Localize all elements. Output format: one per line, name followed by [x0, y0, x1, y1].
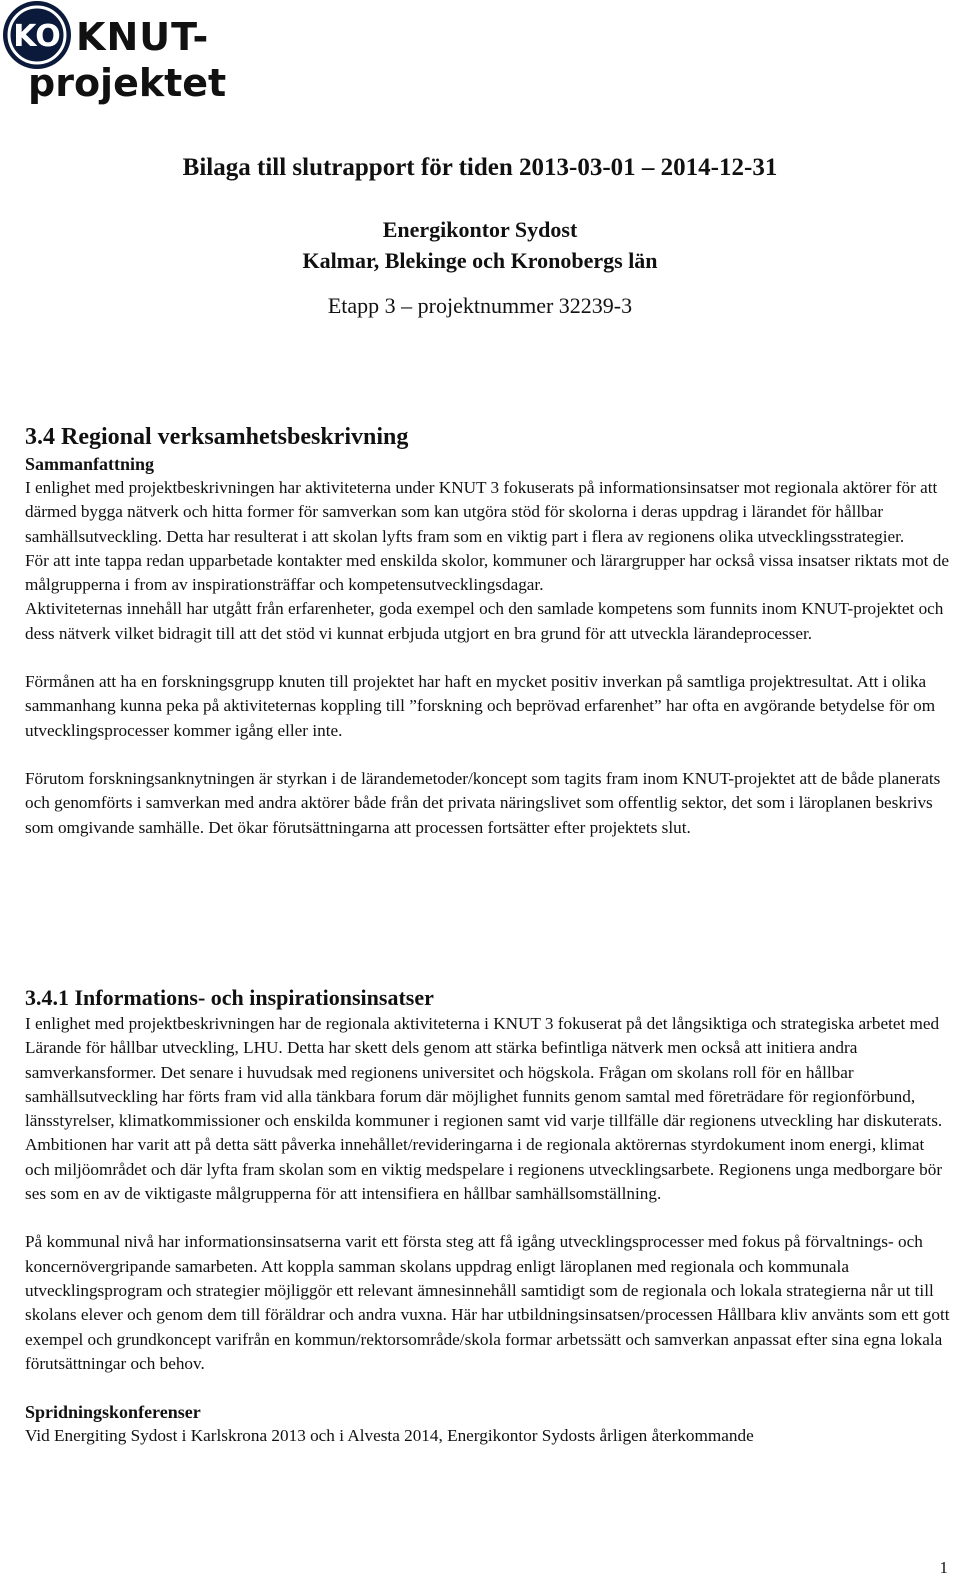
regional-section [25, 422, 950, 840]
summary-paragraph-1: I enlighet med projektbeskrivningen har aktiviteterna under KNUT 3 fokuserats på informationsinsatser mot regionala aktörer för att därmed bygga nätverk och hitta former för samverkan som kan utgöra stöd för skolorna i deras uppdrag i lärandet för hållbar samhällsutveckling. Detta har resulterat i att skolan lyfts fram som en viktig part i flera av regionens olika utvecklingsstrategier. [25, 478, 938, 546]
ko-badge-icon [2, 0, 72, 70]
report-title: Bilaga till slutrapport för tiden 2013-03-01 – 2014-12-31 [182, 154, 778, 181]
summary-paragraph-2: För att inte tappa redan upparbetade kontakter med enskilda skolor, kommuner och lärargrupper har också vissa insatser riktats mot de målgrupperna i from av inspirationsträffar och kompetensutvecklingsdagar. [25, 550, 949, 595]
badge-text: KO [13, 19, 61, 54]
logo-knut-text: KNUT- [76, 15, 210, 59]
subsection-paragraph-1: I enlighet med projektbeskrivningen har de regionala aktiviteterna i KNUT 3 fokuserat på det långsiktiga och strategiska arbetet med Lärande för hållbar utveckling, LHU. Detta har skett dels genom att stärka befintliga nätverk men också att initiera andra samverkansformer. Det senare i huvudsak med regionens universitet och högskola. Frågan om skolans roll för en hållbar samhällsutveckling har förts fram vid alla tänkbara forum där möjlighet funnits genom samtal med företrädare för regionförbund, länsstyrelser, klimatkommissioner och enskilda kommuner i regionen samt vid varje tillfälle där regionens utveckling har diskuterats. Ambitionen har varit att på detta sätt påverka innehållet/revideringarna i de regionala aktörernas styrdokument inom energi, klimat och miljöområdet och där lyfta fram skolan som en viktig medspelare i regionens utvecklingsarbete. Regionens unga medborgare bör ses som en av de viktigaste målgrupperna för att intensifiera en hållbar samhällsomställning. [25, 1014, 943, 1204]
summary-paragraph-3: Aktiviteternas innehåll har utgått från erfarenheter, goda exempel och den samlade kompetens som funnits inom KNUT-projektet och dess nätverk vilket bidragit till att det stöd vi kunnat erbjuda utgjort en bra grund för att utveckla lärandeprocesser. [25, 599, 944, 643]
knut-logo [2, 0, 227, 112]
section-heading: 3.4 Regional verksamhetsbeskrivning [25, 424, 409, 450]
summary-heading: Sammanfattning [25, 454, 155, 474]
stage-line: Etapp 3 – projektnummer 32239-3 [327, 293, 633, 318]
organization-block [0, 214, 960, 276]
page-number: 1 [939, 1558, 948, 1577]
methods-paragraph: Förutom forskningsanknytningen är styrkan i de lärandemetoder/koncept som tagits fram inom KNUT-projektet att de både planerats och genomförts i samverkan med andra aktörer både från det privata näringslivet som offentlig sektor, det som i läroplanen beskrivs som omgivande samhälle. Det ökar förutsättningarna att processen fortsätter efter projektets slut. [25, 768, 941, 837]
subsection-heading: 3.4.1 Informations- och inspirationsinsatser [25, 985, 434, 1010]
information-subsection [25, 984, 950, 1448]
conferences-paragraph: Vid Energiting Sydost i Karlskrona 2013 och i Alvesta 2014, Energikontor Sydosts årligen återkommande [25, 1426, 754, 1446]
subsection-paragraph-2: På kommunal nivå har informationsinsatserna varit ett första steg att få igång utvecklingsprocesser med fokus på förvaltnings- och koncernövergripande samarbeten. Att koppla samman skolans uppdrag enligt läroplanen med regionala och kommunala utvecklingsprogram och strategier möjliggör ett relevant ämnesinnehåll samtidigt som de regionala och lokala strategierna når ut till skolans elever och genom dem till föräldrar och andra vuxna. Här har utbildningsinsatsen/processen Hållbara kliv använts som ett gott exempel och grundkoncept varifrån en kommun/rektorsområde/skola formar arbetssätt och samverkan anpassat efter sina egna lokala förutsättningar och behov. [25, 1232, 950, 1373]
logo-projekt-text: projektet [28, 61, 227, 105]
organization-name: Energikontor Sydost [382, 217, 578, 242]
region-name: Kalmar, Blekinge och Kronobergs län [302, 248, 658, 273]
research-paragraph: Förmånen att ha en forskningsgrupp knuten till projektet har haft en mycket positiv inverkan på samtliga projektresultat. Att i olika sammanhang kunna peka på aktiviteternas koppling till ”forskning och beprövad erfarenhet” har ofta en avgörande betydelse för om utvecklingsprocesser kommer igång eller inte. [25, 672, 936, 740]
conferences-heading: Spridningskonferenser [25, 1402, 201, 1423]
